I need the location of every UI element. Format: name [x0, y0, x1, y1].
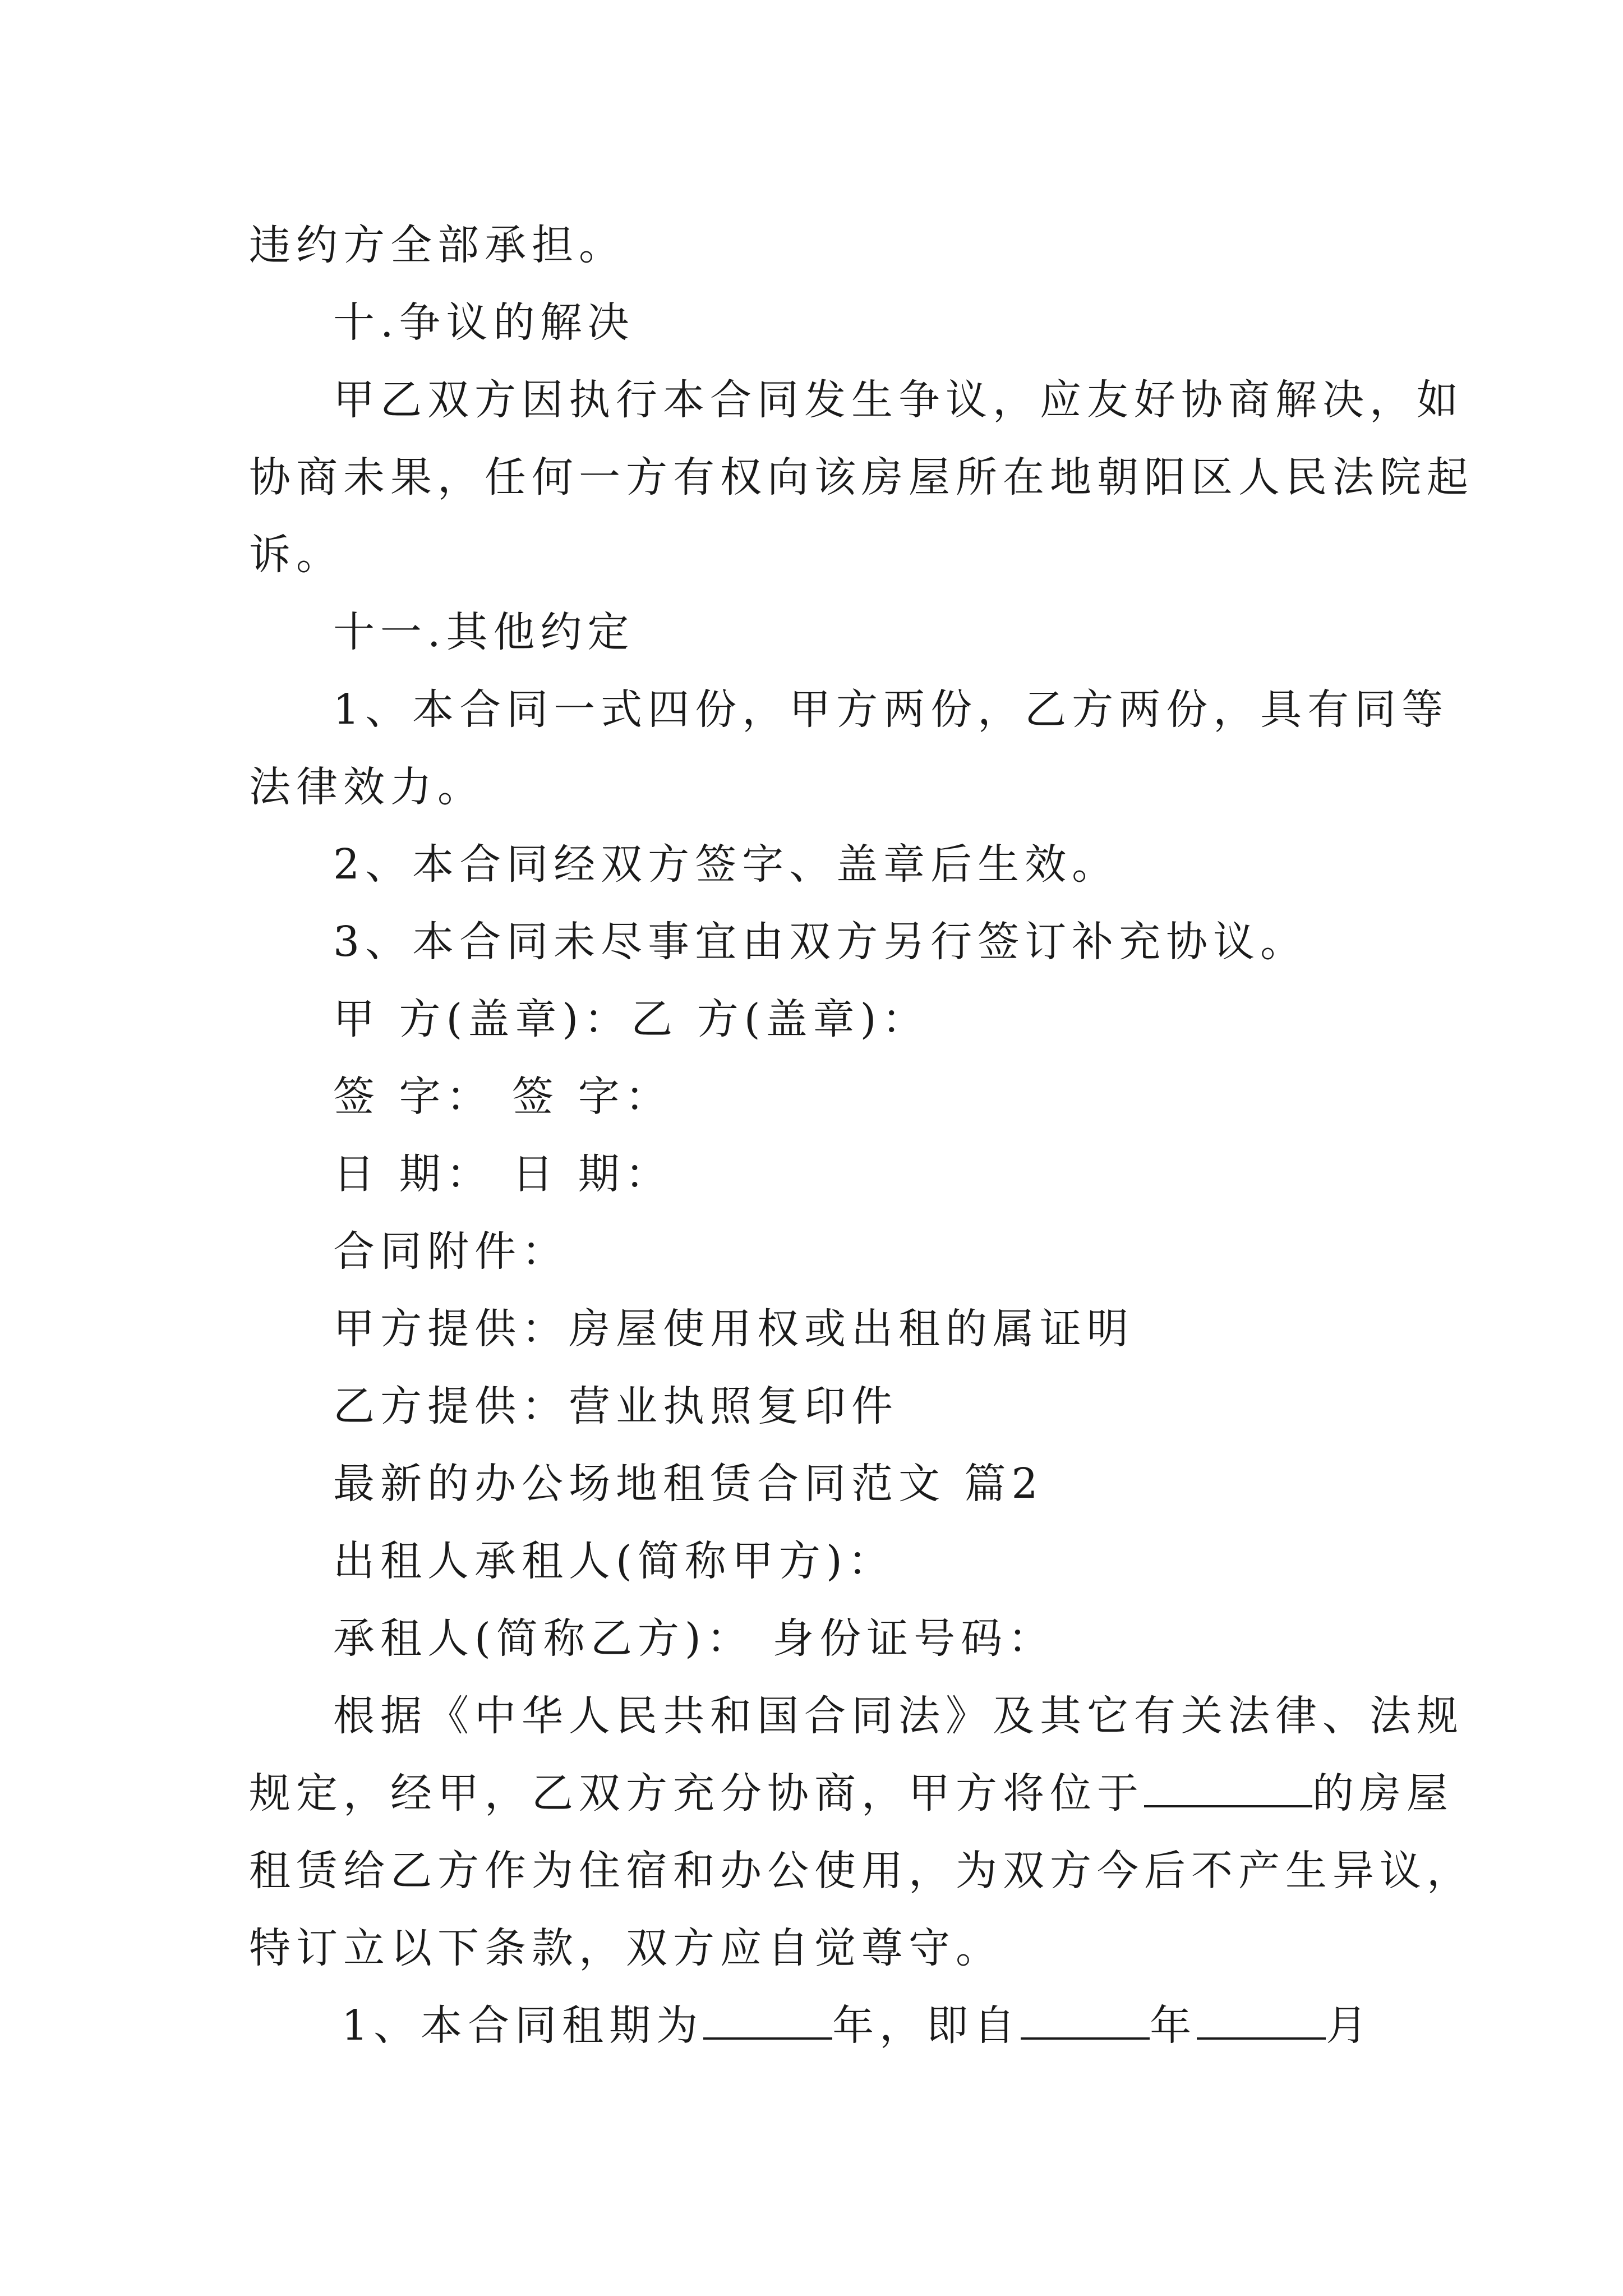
paragraph-line-with-blank	[249, 1755, 1454, 1832]
paragraph-line: 诉。	[249, 531, 343, 579]
party-line: 承租人(简称乙方)： 身份证号码：	[333, 1614, 1055, 1663]
section-heading: 十.争议的解决	[333, 298, 635, 347]
text-fragment: 的房屋	[1312, 1769, 1454, 1818]
fill-in-blank	[703, 2001, 832, 2040]
paragraph-line: 甲乙双方因执行本合同发生争议，应友好协商解决，如	[333, 376, 1464, 424]
paragraph-line: 2、本合同经双方签字、盖章后生效。	[333, 840, 1119, 889]
fill-in-blank	[1144, 1769, 1312, 1807]
party-line: 出租人承租人(简称甲方)：	[333, 1537, 895, 1585]
date-line: 日 期： 日 期：	[333, 1150, 672, 1198]
paragraph-line: 根据《中华人民共和国合同法》及其它有关法律、法规	[333, 1692, 1464, 1740]
attachment-heading: 合同附件：	[333, 1227, 569, 1276]
text-fragment: 月	[1326, 2001, 1373, 2050]
signature-line: 甲 方(盖章)：乙 方(盖章)：	[333, 995, 929, 1043]
section-heading: 十一.其他约定	[333, 608, 635, 656]
paragraph-line: 违约方全部承担。	[249, 221, 626, 269]
text-fragment: 1、本合同租期为	[342, 2001, 704, 2050]
text-fragment: 年	[1150, 2001, 1197, 2050]
text-fragment: 规定，经甲，乙双方充分协商，甲方将位于	[249, 1769, 1144, 1818]
paragraph-line: 3、本合同未尽事宜由双方另行签订补充协议。	[333, 918, 1308, 966]
attachment-item: 甲方提供：房屋使用权或出租的属证明	[333, 1305, 1134, 1353]
fill-in-blank	[1021, 2001, 1150, 2040]
article-title: 最新的办公场地租赁合同范文 篇2	[333, 1460, 1044, 1508]
paragraph-line: 特订立以下条款，双方应自觉尊守。	[249, 1924, 1003, 1972]
term-line	[249, 1987, 1393, 2064]
paragraph-line: 协商未果，任何一方有权向该房屋所在地朝阳区人民法院起	[249, 453, 1474, 501]
text-fragment: 年，即自	[832, 2001, 1021, 2050]
paragraph-line: 1、本合同一式四份，甲方两份，乙方两份，具有同等	[333, 685, 1449, 734]
paragraph-line: 租赁给乙方作为住宿和办公使用，为双方今后不产生异议，	[249, 1847, 1474, 1895]
signature-line: 签 字： 签 字：	[333, 1073, 672, 1121]
document-body	[249, 206, 1474, 2064]
attachment-item: 乙方提供：营业执照复印件	[333, 1382, 898, 1430]
fill-in-blank	[1197, 2001, 1326, 2040]
paragraph-line: 法律效力。	[249, 763, 485, 811]
